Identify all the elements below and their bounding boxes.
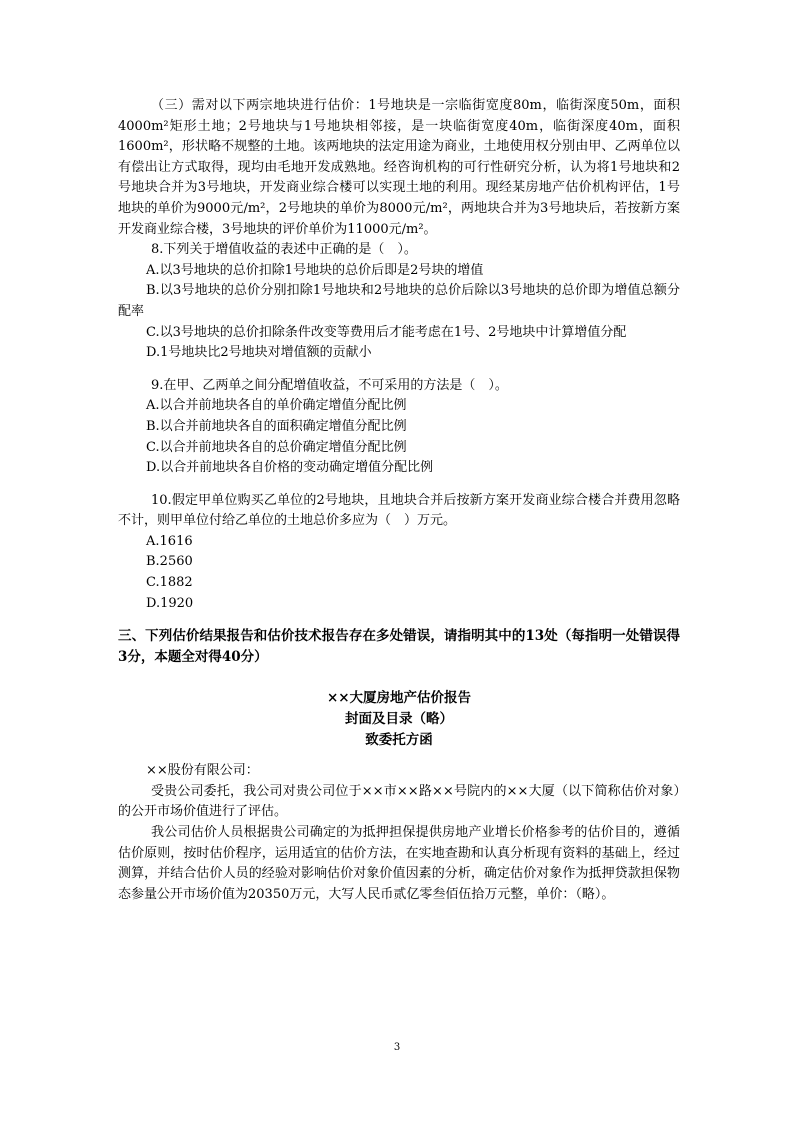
document-page [118,96,680,905]
question-9-option-d: D.以合并前地块各自价格的变动确定增值分配比例 [146,460,434,476]
letter-title: 致委托方函 [365,732,433,749]
question-10-option-b: B.2560 [146,554,193,570]
question-10-option-a: A.1616 [146,533,193,549]
report-title: ××大厦房地产估价报告 [326,690,472,707]
question-10-stem: 10.假定甲单位购买乙单位的2号地块，且地块合并后按新方案开发商业综合楼合并费用忽略不计，则甲单位付给乙单位的土地总价多应为（ ）万元。 [118,492,680,529]
section-3-heading: 三、下列估价结果报告和估价技术报告存在多处错误，请指明其中的13处（每指明一处错误得3分，本题全对得40分） [118,628,680,666]
letter-paragraph-1: 受贵公司委托，我公司对贵公司位于××市××路××号院内的××大厦（以下简称估价对象）的公开市场价值进行了评估。 [118,783,680,820]
question-10-option-c: C.1882 [146,575,193,591]
case-intro-paragraph: （三）需对以下两宗地块进行估价：1号地块是一宗临街宽度80m，临街深度50m，面积4000m²矩形土地；2号地块与1号地块相邻接，是一块临街宽度40m，临街深度40m，面积1600m²，形状略不规整的土地。该两地块的法定用途为商业，土地使用权分别由甲、乙两单位以有偿出让方式取得，现均由毛地开发成熟地。经咨询机构的可行性研究分析，认为将1号地块和2号地块合并为3号地块，开发商业综合楼可以实现土地的利用。现经某房地产估价机构评估，1号地块的单价为9000元/m²，2号地块的单价为8000元/m²，两地块合并为3号地块后，若按新方案开发商业综合楼，3号地块的评价单价为11000元/m²。 [118,98,680,237]
page-number: 3 [393,1042,401,1053]
letter-addressee: ××股份有限公司： [146,763,259,779]
question-8-option-c: C.以3号地块的总价扣除条件改变等费用后才能考虑在1号、2号地块中计算增值分配 [146,324,627,340]
question-8-option-b: B.以3号地块的总价分别扣除1号地块和2号地块的总价后除以3号地块的总价即为增值总额分配率 [118,283,680,319]
letter-paragraph-2: 我公司估价人员根据贵公司确定的为抵押担保提供房地产业增长价格参考的估价目的，遵循估价原则，按时估价程序，运用适宜的估价方法，在实地查勘和认真分析现有资料的基础上，经过测算，并结合估价人员的经验对影响估价对象价值因素的分析，确定估价对象作为抵押贷款担保物态参量公开市场价值为20350万元，大写人民币贰亿零叁佰伍拾万元整，单价：（略）。 [118,825,680,902]
question-9-stem: 9.在甲、乙两单之间分配增值收益，不可采用的方法是（ ）。 [151,377,508,393]
question-10-option-d: D.1920 [146,595,194,611]
question-9-option-b: B.以合并前地块各自的面积确定增值分配比例 [146,418,407,434]
question-8-option-a: A.以3号地块的总价扣除1号地块的总价后即是2号块的增值 [146,262,484,278]
report-cover-line: 封面及目录（略） [345,711,453,728]
question-8-option-d: D.1号地块比2号地块对增值额的贡献小 [146,345,372,361]
question-9-option-c: C.以合并前地块各自的总价确定增值分配比例 [146,439,407,455]
question-9-option-a: A.以合并前地块各自的单价确定增值分配比例 [146,398,407,414]
question-8-stem: 8.下列关于增值收益的表述中正确的是（ ）。 [151,242,417,258]
